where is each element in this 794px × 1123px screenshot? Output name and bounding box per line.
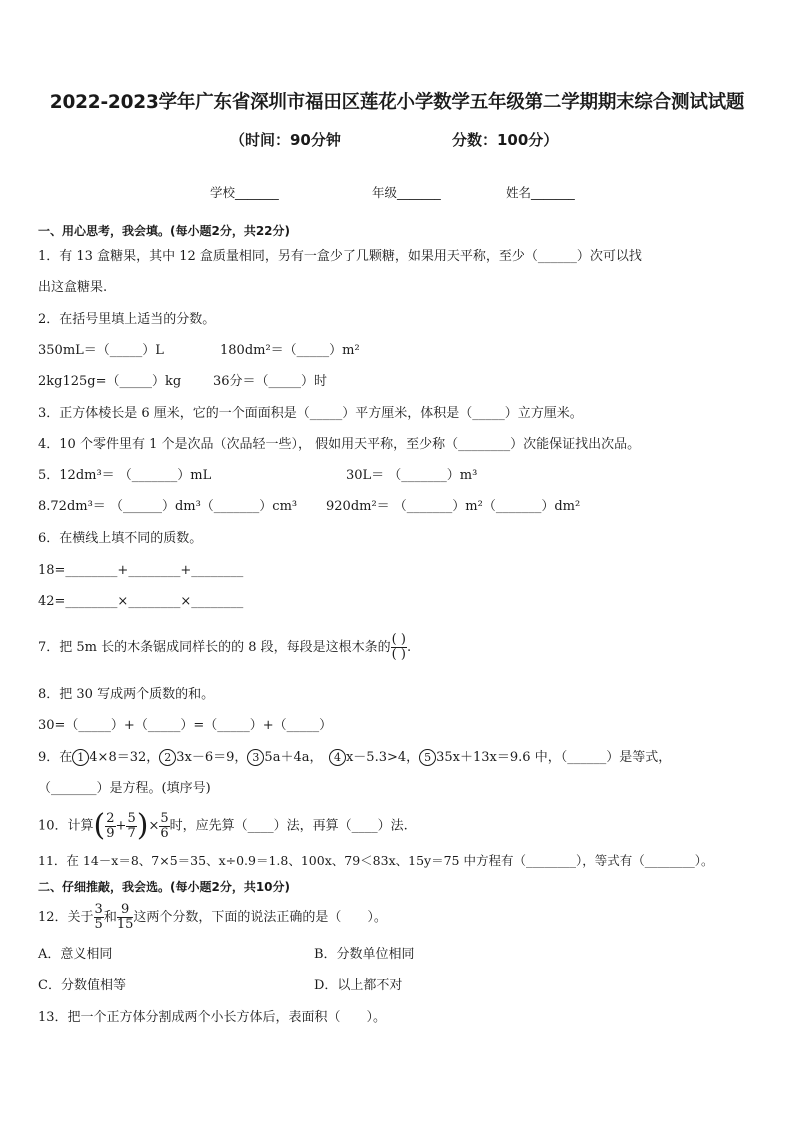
question-1-line-1: 1．有 13 盒糖果，其中 12 盒质量相同，另有一盒少了几颗糖，如果用天平称，至少（______）次可以找 bbox=[38, 249, 642, 264]
question-7-denominator: ( ) bbox=[391, 647, 406, 662]
numerator: 9 bbox=[117, 903, 134, 918]
option-d: D．以上都不对 bbox=[314, 978, 403, 993]
grade-field: 年级_______ bbox=[372, 185, 441, 200]
question-10 bbox=[38, 808, 408, 845]
question-8-item: 30=（_____）+（_____）=（_____）+（_____） bbox=[38, 718, 333, 733]
fraction-3-5 bbox=[94, 903, 104, 932]
fraction-2-9 bbox=[105, 812, 115, 841]
circled-number-3: 3 bbox=[247, 749, 264, 766]
plus-sign: + bbox=[115, 818, 127, 834]
question-5-item-a: 5．12dm³＝ （_______）mL bbox=[38, 468, 212, 483]
page-title: 2022-2023学年广东省深圳市福田区莲花小学数学五年级第二学期期末综合测试试题 bbox=[49, 92, 745, 113]
question-10-prefix: 10．计算 bbox=[38, 818, 94, 834]
option-c: C．分数值相等 bbox=[38, 978, 126, 993]
right-paren: ) bbox=[136, 808, 149, 843]
question-7 bbox=[38, 630, 411, 666]
circled-number-2: 2 bbox=[159, 749, 176, 766]
denominator: 7 bbox=[127, 825, 136, 841]
question-9-prefix: 9．在 bbox=[38, 750, 73, 765]
question-2-item-a: 350mL＝（_____）L bbox=[38, 343, 164, 358]
question-6: 6．在横线上填不同的质数。 bbox=[38, 531, 203, 546]
exam-time: （时间：90分钟 bbox=[230, 131, 341, 149]
question-12-prefix: 12．关于 bbox=[38, 910, 94, 925]
question-2-item-c: 2kg125g=（_____）kg bbox=[38, 374, 182, 389]
question-3: 3．正方体棱长是 6 厘米，它的一个面面积是（_____）平方厘米，体积是（_____）立方厘米。 bbox=[38, 406, 583, 421]
question-12-and: 和 bbox=[103, 910, 117, 925]
question-9-expr-1: 4×8＝32， bbox=[89, 750, 160, 765]
circled-number-4: 4 bbox=[329, 749, 346, 766]
question-5-item-c: 8.72dm³＝ （______）dm³（_______）cm³ bbox=[38, 499, 298, 514]
question-13: 13．把一个正方体分割成两个小长方体后，表面积（ ）。 bbox=[38, 1010, 387, 1025]
question-9-expr-2: 3x－6＝9， bbox=[176, 750, 248, 765]
question-7-text: 7．把 5m 长的木条锯成同样长的的 8 段，每段是这根木条的 bbox=[38, 640, 391, 655]
circled-number-1: 1 bbox=[72, 749, 89, 766]
question-7-fraction bbox=[391, 633, 407, 662]
left-paren: ( bbox=[93, 808, 106, 843]
name-field: 姓名_______ bbox=[506, 185, 575, 200]
question-9-line-2: （_______）是方程。(填序号) bbox=[38, 781, 211, 796]
exam-score: 分数：100分） bbox=[452, 131, 559, 149]
question-9-line-1 bbox=[38, 748, 671, 768]
denominator: 9 bbox=[106, 825, 115, 841]
question-6-item-b: 42=________×________×________ bbox=[38, 594, 244, 609]
numerator: 3 bbox=[94, 902, 103, 917]
question-12 bbox=[38, 900, 387, 936]
question-2-item-d: 36分＝（_____）时 bbox=[213, 374, 328, 389]
fraction-5-7 bbox=[126, 812, 136, 841]
denominator: 15 bbox=[116, 917, 134, 932]
denominator: 6 bbox=[160, 825, 169, 841]
question-7-period: . bbox=[406, 640, 412, 655]
question-4: 4．10 个零件里有 1 个是次品（次品轻一些）， 假如用天平称，至少称（________）次能保证找出次品。 bbox=[38, 437, 641, 452]
section-1-heading: 一、用心思考，我会填。(每小题2分，共22分) bbox=[38, 224, 291, 238]
numerator: 5 bbox=[160, 810, 169, 826]
question-10-suffix: 时，应先算（____）法，再算（____）法. bbox=[169, 818, 408, 834]
times-sign: × bbox=[148, 818, 160, 834]
school-field: 学校_______ bbox=[210, 185, 279, 200]
numerator: 5 bbox=[127, 810, 136, 826]
question-5-item-d: 920dm²＝ （_______）m²（_______）dm² bbox=[326, 499, 581, 514]
fraction-9-15 bbox=[117, 903, 134, 932]
question-9-expr-5: 35x＋13x＝9.6 中，（______）是等式， bbox=[436, 750, 672, 765]
section-2-heading: 二、仔细推敲，我会选。(每小题2分，共10分) bbox=[38, 880, 291, 894]
question-11: 11．在 14－x＝8、7×5＝35、x÷0.9＝1.8、100x、79＜83x、15y＝75 中方程有（________），等式有（________）。 bbox=[38, 853, 714, 868]
numerator: 2 bbox=[106, 810, 115, 826]
option-a: A．意义相同 bbox=[38, 947, 113, 962]
question-8: 8．把 30 写成两个质数的和。 bbox=[38, 687, 215, 702]
circled-number-5: 5 bbox=[419, 749, 436, 766]
question-12-suffix: 这两个分数，下面的说法正确的是（ ）。 bbox=[133, 910, 387, 925]
question-2: 2．在括号里填上适当的分数。 bbox=[38, 312, 216, 327]
option-b: B．分数单位相同 bbox=[314, 947, 415, 962]
fraction-5-6 bbox=[159, 812, 169, 841]
question-1-line-2: 出这盒糖果. bbox=[38, 280, 108, 295]
question-9-expr-3: 5a＋4a， bbox=[264, 750, 329, 765]
question-9-expr-4: x－5.3>4， bbox=[345, 750, 420, 765]
question-2-item-b: 180dm²＝（_____）m² bbox=[220, 343, 360, 358]
question-6-item-a: 18=________+________+________ bbox=[38, 563, 244, 578]
question-7-numerator: ( ) bbox=[391, 632, 406, 647]
denominator: 5 bbox=[94, 917, 103, 932]
question-5-item-b: 30L＝ （_______）m³ bbox=[346, 468, 478, 483]
